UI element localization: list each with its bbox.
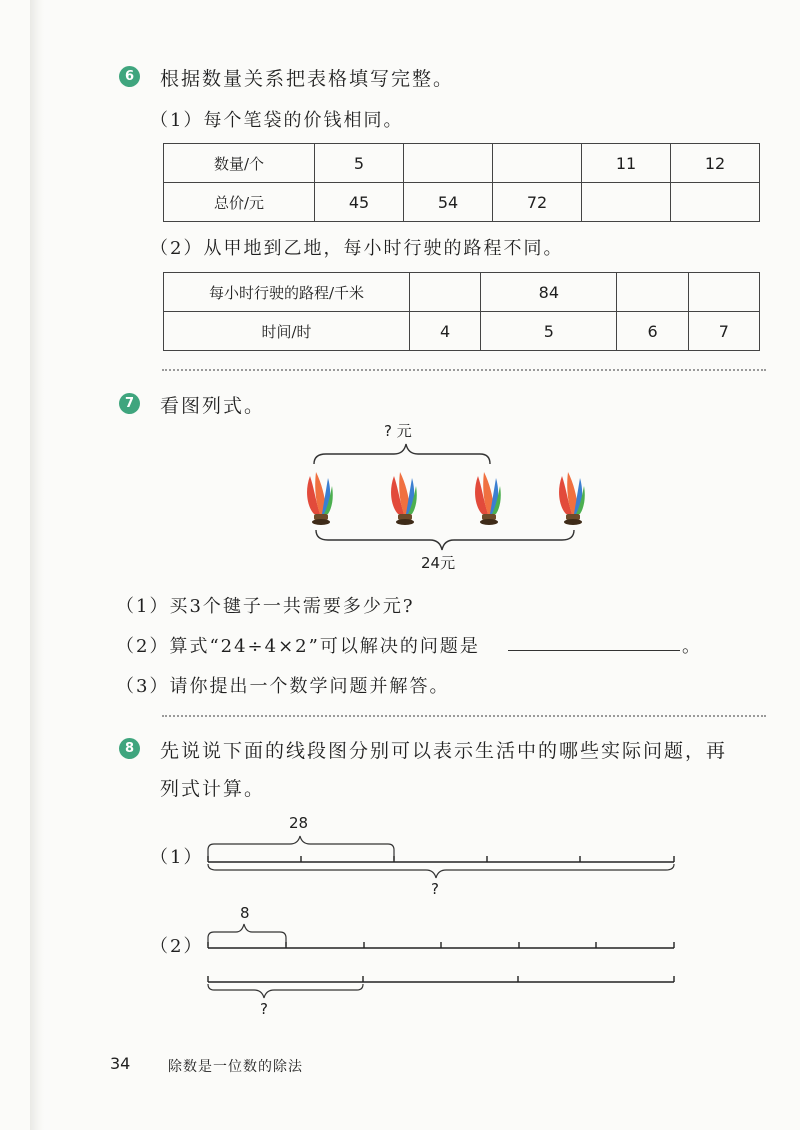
page-edge — [30, 0, 44, 1130]
table-cell: 11 — [582, 144, 671, 183]
table-row — [164, 183, 760, 222]
question-7-badge: 7 — [119, 393, 140, 414]
question-7-prompt: 看图列式。 — [160, 395, 266, 417]
diagram-1-top-value: 28 — [289, 814, 309, 832]
table-cell-blank[interactable] — [410, 273, 481, 312]
question-8-prompt-line1: 先说说下面的线段图分别可以表示生活中的哪些实际问题，再 — [160, 740, 728, 762]
bottom-brace — [316, 530, 574, 550]
table-row — [164, 273, 760, 312]
question-6-badge: 6 — [119, 66, 140, 87]
shuttlecock-icon — [391, 472, 417, 525]
table-cell-blank[interactable] — [617, 273, 688, 312]
diagram-1-label: （1） — [150, 847, 204, 868]
brace-top-label: ? 元 — [384, 422, 412, 440]
table-cell-blank[interactable] — [493, 144, 582, 183]
table-cell: 72 — [493, 183, 582, 222]
table-cell: 5 — [315, 144, 404, 183]
question-7-sub3: （3）请你提出一个数学问题并解答。 — [116, 676, 450, 697]
top-brace — [208, 924, 286, 946]
question-7-sub2-end: 。 — [682, 636, 702, 657]
answer-blank[interactable] — [508, 650, 680, 651]
section-divider — [162, 715, 766, 717]
table-cell: 6 — [617, 312, 688, 351]
table-row — [164, 144, 760, 183]
bottom-brace — [208, 864, 674, 878]
speed-time-table — [163, 272, 760, 351]
top-brace — [314, 444, 490, 464]
question-6-part2-label: （2）从甲地到乙地，每小时行驶的路程不同。 — [150, 238, 564, 259]
diagram-2-bottom-value: ? — [260, 1000, 268, 1018]
table-header-cell: 总价/元 — [164, 183, 315, 222]
table-cell: 84 — [481, 273, 617, 312]
table-row — [164, 312, 760, 351]
line-segment-diagram-2 — [200, 918, 690, 1028]
line-segment-diagram-1 — [200, 830, 690, 880]
page-number: 34 — [110, 1054, 131, 1073]
question-7-sub1: （1）买3个毽子一共需要多少元? — [116, 596, 415, 617]
shuttlecock-icon — [307, 472, 333, 525]
chapter-title: 除数是一位数的除法 — [168, 1059, 303, 1075]
question-6-prompt: 根据数量关系把表格填写完整。 — [160, 68, 455, 90]
shuttlecock-icon — [475, 472, 501, 525]
brace-bottom-label: 24元 — [421, 554, 456, 572]
section-divider — [162, 369, 766, 371]
table-cell-blank[interactable] — [404, 144, 493, 183]
table-cell: 12 — [671, 144, 760, 183]
table-cell: 54 — [404, 183, 493, 222]
diagram-1-bottom-value: ? — [431, 880, 439, 898]
diagram-2-label: （2） — [150, 936, 204, 957]
bottom-brace — [208, 984, 363, 998]
table-cell-blank[interactable] — [671, 183, 760, 222]
table-cell: 4 — [410, 312, 481, 351]
question-7-sub2: （2）算式“24÷4×2”可以解决的问题是 — [116, 636, 480, 657]
shuttlecock-icon — [559, 472, 585, 525]
diagram-2-top-value: 8 — [240, 904, 250, 922]
question-8-badge: 8 — [119, 738, 140, 759]
table-cell-blank[interactable] — [582, 183, 671, 222]
table-cell-blank[interactable] — [688, 273, 759, 312]
table-header-cell: 时间/时 — [164, 312, 410, 351]
unit-price-table — [163, 143, 760, 222]
table-header-cell: 每小时行驶的路程/千米 — [164, 273, 410, 312]
table-cell: 45 — [315, 183, 404, 222]
table-header-cell: 数量/个 — [164, 144, 315, 183]
table-cell: 7 — [688, 312, 759, 351]
question-8-prompt-line2: 列式计算。 — [160, 778, 266, 800]
table-cell: 5 — [481, 312, 617, 351]
question-6-part1-label: （1）每个笔袋的价钱相同。 — [150, 110, 404, 131]
